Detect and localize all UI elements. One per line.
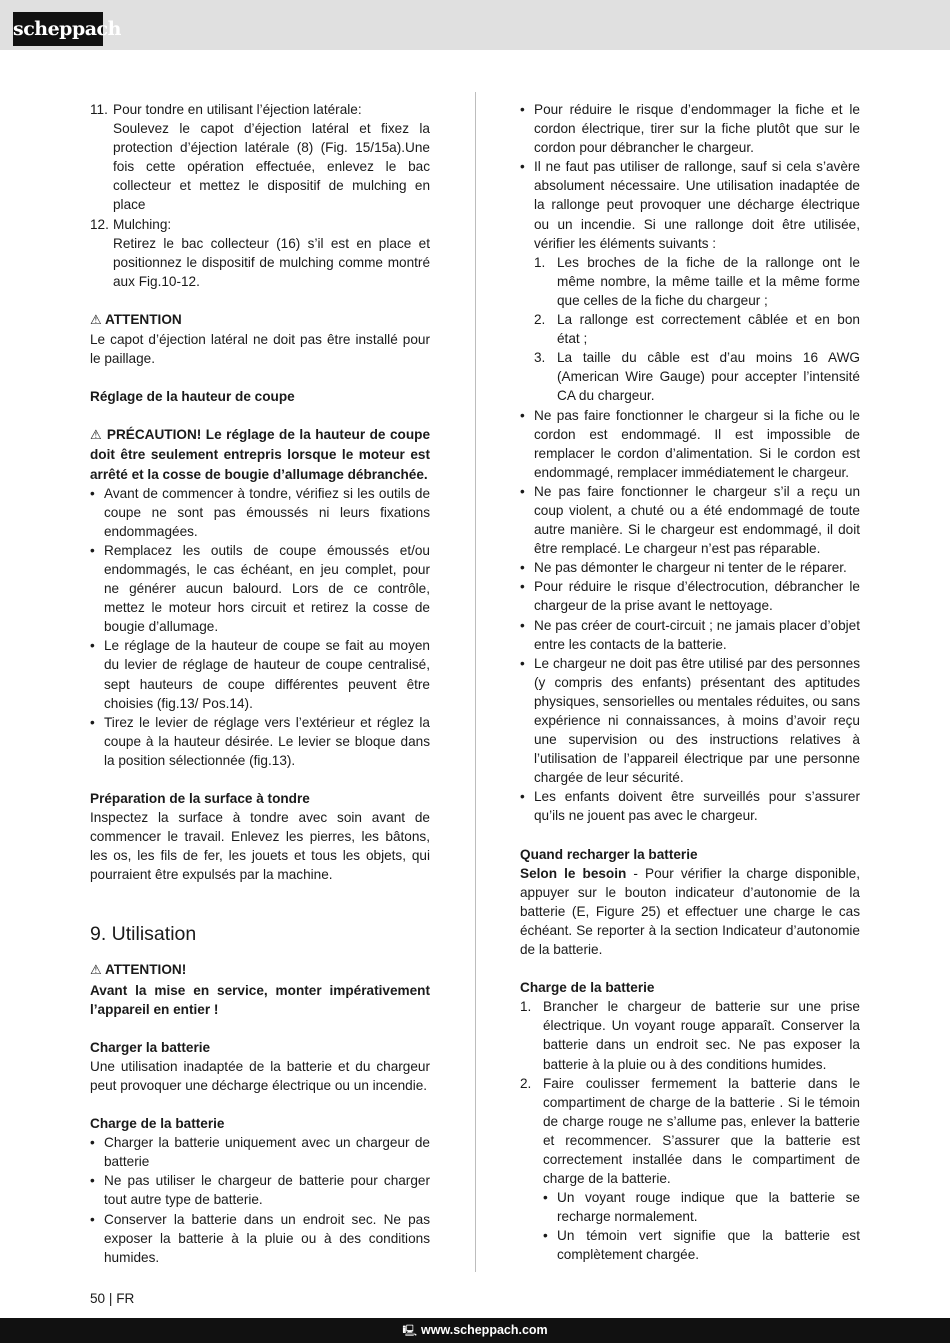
website-link[interactable]: www.scheppach.com xyxy=(421,1323,548,1337)
instruction-11 xyxy=(90,100,430,119)
instruction-number: 12. xyxy=(90,216,109,232)
section-heading: Charge de la batterie xyxy=(90,1116,225,1132)
attention-heading xyxy=(90,310,430,330)
list-item: • Ne pas démonter le chargeur ni tenter de le réparer. xyxy=(520,560,847,576)
checklist-item: 3. La taille du câble est d’au moins 16 AWG (American Wire Gauge) pour accepter l’intensité CA du chargeur. xyxy=(534,350,860,404)
section-heading: Charge de la batterie xyxy=(520,980,655,996)
brand-logo: scheppach xyxy=(13,12,103,46)
list-item: • Les enfants doivent être surveillés pour s’assurer qu’ils ne jouent pas avec le chargeur. xyxy=(520,789,860,824)
charge-step: 1. Brancher le chargeur de batterie sur une prise électrique. Un voyant rouge apparaît. Conserver la batterie dans un endroit sec. Ne pas exposer la batterie à la pluie ou à des conditions humides. xyxy=(520,999,860,1072)
checklist-item: 1. Les broches de la fiche de la rallonge ont le même nombre, la même taille et la même forme que celles de la fiche du chargeur ; xyxy=(534,254,860,308)
right-column xyxy=(520,100,860,1265)
list-item: • Un voyant rouge indique que la batterie se recharge normalement. xyxy=(543,1190,860,1225)
list-item: • Tirez le levier de réglage vers l’extérieur et réglez la coupe à la hauteur désirée. Le levier se bloque dans la position sélectionnée (fig.13). xyxy=(90,714,430,768)
attention-title: ATTENTION xyxy=(104,311,182,327)
instruction-body: Soulevez le capot d’éjection latéral et fixez la protection d’éjection latérale (8) (Fig. 15/15a).Une fois cette opération effectuée, enlevez le bac collecteur et mettez le dispositif de mulching en place xyxy=(113,121,430,213)
footer-band xyxy=(0,1318,950,1343)
checklist-item: 2. La rallonge est correctement câblée et en bon état ; xyxy=(534,312,860,347)
attention-heading xyxy=(90,960,430,980)
section-heading: Réglage de la hauteur de coupe xyxy=(90,389,295,405)
warning-icon: ⚠ xyxy=(90,428,103,444)
list-item: • Il ne faut pas utiliser de rallonge, sauf si cela s’avère absolument nécessaire. Une utilisation inadaptée de la rallonge peut provoquer une décharge électrique ou un incendie. Si une rallonge doit être utilisée, vérifier les éléments suivants : xyxy=(520,159,860,251)
instruction-title: Mulching: xyxy=(113,216,172,232)
list-item: • Le réglage de la hauteur de coupe se fait au moyen du levier de réglage de hauteur de coupe centralisé, sept hauteurs de coupe différentes peuvent être choisies (fig.13/ Pos.14). xyxy=(90,638,430,711)
warning-icon: ⚠ xyxy=(90,963,102,979)
list-item: • Ne pas faire fonctionner le chargeur si la fiche ou le cordon est endommagé. Il est impossible de remplacer le cordon d’alimentation. Si le cordon est endommagé, remplacer immédiatement le chargeur. xyxy=(520,407,860,480)
instruction-number: 11. xyxy=(90,102,108,117)
list-item: • Pour réduire le risque d’électrocution, débrancher le chargeur de la prise avant le nettoyage. xyxy=(520,579,860,614)
column-divider xyxy=(475,92,476,1272)
charge-sub-bullets xyxy=(543,1188,860,1264)
list-item: • Charger la batterie uniquement avec un chargeur de batterie xyxy=(90,1135,430,1170)
instruction-12 xyxy=(90,215,430,234)
list-item: • Le chargeur ne doit pas être utilisé par des personnes (y compris des enfants) présentant des aptitudes physiques, sensorielles ou mentales réduites, ou sans expérience ni connaissances, à moins d’avoir reçu une supervision ou des instructions relatives à l’utilisation de l’appareil électrique par une personne chargée de leur sécurité. xyxy=(520,655,860,786)
paragraph xyxy=(520,864,860,959)
list-item: • Ne pas faire fonctionner le chargeur s’il a reçu un coup violent, a chuté ou a été endommagé de toute autre manière. Si le chargeur est endommagé, il doit être remplacé. Le chargeur n’est pas réparable. xyxy=(520,483,860,557)
list-item: • Ne pas utiliser le chargeur de batterie pour charger tout autre type de batterie. xyxy=(90,1173,430,1208)
header-band xyxy=(0,0,950,50)
list-item: • Un témoin vert signifie que la batterie est complètement chargée. xyxy=(543,1228,860,1263)
charge-step: 2. Faire coulisser fermement la batterie dans le compartiment de charge de la batterie . Si le témoin de charge rouge ne s’allume pas, enlever la batterie et recommencer. S’assurer que la batterie est correctement installée dans le compartiment de charge de la batterie. xyxy=(520,1075,860,1187)
charge-bullets xyxy=(90,1133,430,1267)
left-column xyxy=(90,100,430,1267)
attention-text: Le capot d’éjection latéral ne doit pas être installé pour le paillage. xyxy=(90,332,430,367)
list-item: • Pour réduire le risque d’endommager la fiche et le cordon électrique, tirer sur la fiche plutôt que sur le cordon pour débrancher le chargeur. xyxy=(520,102,860,156)
attention-text: Avant la mise en service, monter impérativement l’appareil en entier ! xyxy=(90,982,430,1017)
paragraph: Inspectez la surface à tondre avec soin avant de commencer le travail. Enlevez les pierres, les bâtons, les os, les fils de fer, les jouets et tous les objets, qui pourraient être expulsés par la machine. xyxy=(90,810,430,883)
precaution-text: PRÉCAUTION! Le réglage de la hauteur de coupe doit être seulement entrepris lorsque le moteur est arrêté et la cosse de bougie d’allumage débranchée. xyxy=(90,427,431,482)
page-number: 50 | FR xyxy=(90,1291,135,1306)
list-item: • Ne pas créer de court-circuit ; ne jamais placer d’objet entre les contacts de la batterie. xyxy=(520,617,860,652)
precaution-warning xyxy=(90,425,430,483)
paragraph-lead: Selon le besoin xyxy=(520,865,627,881)
list-item: • Conserver la batterie dans un endroit sec. Ne pas exposer la batterie à la pluie ou à des conditions humides. xyxy=(90,1211,430,1265)
list-item: • Avant de commencer à tondre, vérifiez si les outils de coupe ne sont pas émoussés ni leurs fixations endommagées. xyxy=(90,485,430,539)
instruction-title: Pour tondre en utilisant l’éjection latérale: xyxy=(113,102,362,117)
list-item: • Remplacez les outils de coupe émoussés et/ou endommagés, le cas échéant, en jeu complet, pour ne générer aucun balourd. Lors de ce contrôle, mettez le moteur hors circuit et retirez la cosse de bougie d’allumage. xyxy=(90,542,430,635)
attention-title: ATTENTION! xyxy=(104,962,187,978)
warning-icon: ⚠ xyxy=(90,312,102,328)
paragraph-text: - Pour vérifier la charge disponible, appuyer sur le bouton indicateur d’autonomie de la batterie (E, Figure 25) et effectuer une charge le cas échéant. Se reporter à la section Indicateur d’autonomie de la batterie. xyxy=(520,865,860,958)
height-bullets xyxy=(90,484,430,770)
computer-icon: 🖳 xyxy=(402,1324,418,1337)
chapter-title: 9. Utilisation xyxy=(90,923,197,946)
instruction-body: Retirez le bac collecteur (16) s’il est en place et positionnez le dispositif de mulching comme montré aux Fig.10-12. xyxy=(113,235,430,289)
extension-checklist xyxy=(534,253,860,406)
paragraph: Une utilisation inadaptée de la batterie et du chargeur peut provoquer une décharge électrique ou un incendie. xyxy=(90,1058,430,1093)
section-heading: Quand recharger la batterie xyxy=(520,846,698,862)
section-heading: Charger la batterie xyxy=(90,1039,211,1055)
section-heading: Préparation de la surface à tondre xyxy=(90,791,310,806)
